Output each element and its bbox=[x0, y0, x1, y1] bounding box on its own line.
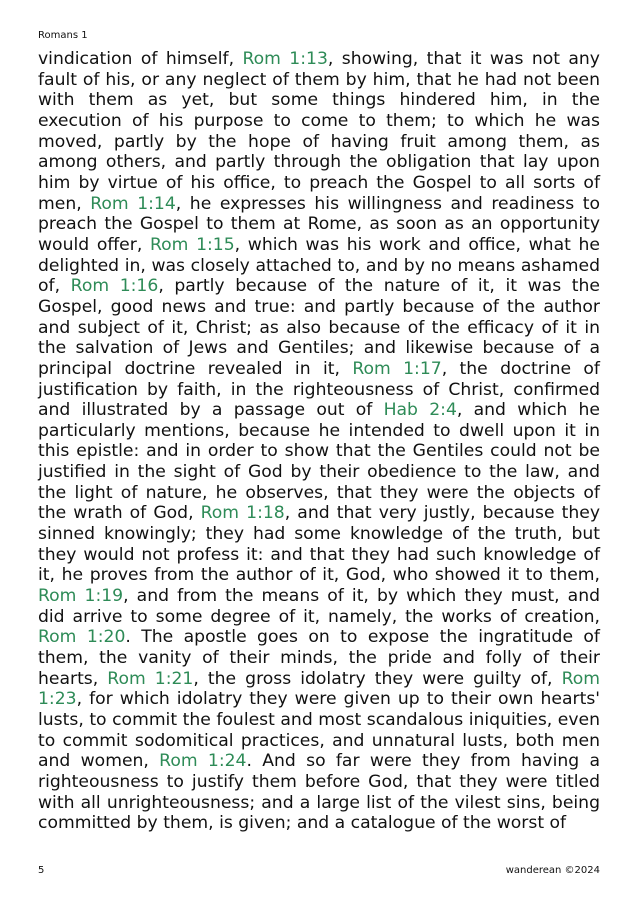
scripture-reference-link[interactable]: Rom 1:13 bbox=[242, 49, 328, 69]
scripture-reference-link[interactable]: Rom 1:15 bbox=[149, 234, 235, 255]
body-text-segment: vindication of himself, bbox=[38, 49, 243, 69]
body-text bbox=[38, 49, 600, 834]
scripture-reference-link[interactable]: Rom 1:14 bbox=[90, 193, 176, 214]
body-text-segment: , for which idolatry they were given up to their own hearts' lusts, to commit the foulest and most scandalous iniquities, even to commit sodomitical practices, and unnatural lusts, both men and women, bbox=[38, 689, 600, 772]
body-text-segment: , partly because of the nature of it, it was the Gospel, good news and true: and partly because of the author and subject of it, Christ; as also because of the efficacy of it in the salvation of Jews and Gentiles; and likewise because of a principal doctrine revealed in it, bbox=[38, 276, 600, 379]
scripture-reference-link[interactable]: Rom 1:18 bbox=[200, 503, 285, 524]
scripture-reference-link[interactable]: Rom 1:24 bbox=[159, 751, 247, 772]
body-text-segment: , the gross idolatry they were guilty of, bbox=[193, 668, 562, 689]
scripture-reference-link[interactable]: Hab 2:4 bbox=[383, 400, 457, 421]
body-text-segment: , and from the means of it, by which they must, and did arrive to some degree of it, namely, the works of creation, bbox=[38, 586, 600, 627]
body-text-segment: , showing, that it was not any fault of his, or any neglect of them by him, that he had not been with them as yet, but some things hindered him, in the execution of his purpose to come to them; to which he was moved, partly by the hope of having fruit among them, as among others, and partly through the obligation that lay upon him by virtue of his office, to preach the Gospel to all sorts of men, bbox=[38, 49, 600, 214]
scripture-reference-link[interactable]: Rom 1:16 bbox=[70, 276, 159, 297]
scripture-reference-link[interactable]: Rom 1:19 bbox=[38, 586, 124, 607]
scripture-reference-link[interactable]: Rom 1:20 bbox=[38, 627, 126, 648]
scripture-reference-link[interactable]: Rom 1:21 bbox=[107, 668, 194, 689]
body-text-segment: . The apostle goes on to expose the ingratitude of them, the vanity of their minds, the pride and folly of their hearts, bbox=[38, 627, 600, 689]
body-text-segment: . And so far were they from having a righteousness to justify them before God, that they were titled with all unrighteousness; and a large list of the vilest sins, being committed by them, is given; and a catalogue of the worst of bbox=[38, 751, 600, 834]
body-text-segment: , the doctrine of justification by faith, in the righteousness of Christ, confirmed and illustrated by a passage out of bbox=[38, 358, 600, 421]
body-text-segment: , and which he particularly mentions, because he intended to dwell upon it in this epistle: and in order to show that the Gentiles could not be justified in the sight of God by their obedience to the law, and the light of nature, he observes, that they were the objects of the wrath of God, bbox=[38, 400, 601, 524]
scripture-reference-link[interactable]: Rom 1:23 bbox=[38, 668, 601, 710]
page-header-title: Romans 1 bbox=[38, 30, 88, 41]
body-text-segment: , which was his work and office, what he delighted in, was closely attached to, and by no means ashamed of, bbox=[38, 234, 600, 297]
body-text-segment: , and that very justly, because they sinned knowingly; they had some knowledge of the truth, but they would not profess it: and that they had such knowledge of it, he proves from the author of it, God, who showed it to them, bbox=[38, 503, 600, 586]
scripture-reference-link[interactable]: Rom 1:17 bbox=[352, 358, 442, 379]
footer-copyright: wanderean ©2024 bbox=[505, 865, 600, 876]
body-text-segment: , he expresses his willingness and readiness to preach the Gospel to them at Rome, as soon as an opportunity would offer, bbox=[38, 193, 600, 255]
page-number: 5 bbox=[38, 865, 45, 876]
